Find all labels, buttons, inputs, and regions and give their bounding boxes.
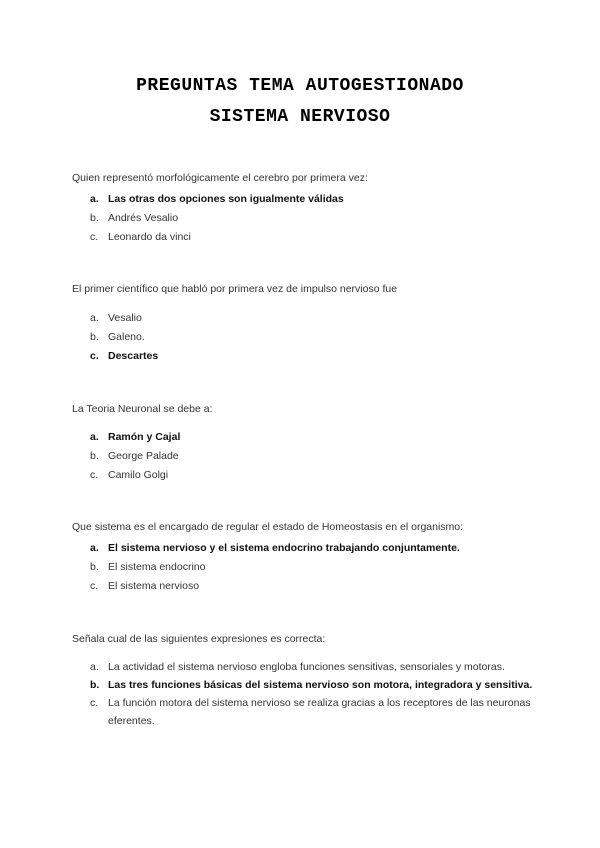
option-letter: a. (90, 431, 99, 443)
option-text: Leonardo da vinci (108, 231, 191, 243)
option-a (72, 658, 542, 676)
option-c (72, 577, 542, 596)
option-text: Andrés Vesalio (108, 212, 179, 224)
option-text: La actividad el sistema nervioso engloba funciones sensitivas, sensoriales y motoras. (108, 661, 505, 673)
option-letter: a. (90, 193, 99, 205)
option-text: Galeno. (108, 331, 145, 343)
option-letter: b. (90, 561, 99, 573)
option-list (72, 428, 542, 485)
question-2 (72, 283, 542, 366)
option-text: Las otras dos opciones son igualmente válidas (108, 193, 344, 205)
option-text: Descartes (108, 350, 159, 362)
option-a (72, 309, 542, 328)
option-b (72, 447, 542, 466)
option-a (72, 190, 542, 209)
option-letter: b. (90, 331, 99, 343)
option-text: Vesalio (108, 312, 142, 324)
option-letter: c. (90, 469, 99, 481)
option-b (72, 209, 542, 228)
option-letter: c. (90, 580, 99, 592)
option-text: La función motora del sistema nervioso se realiza gracias a los receptores de las neuronas eferentes. (108, 697, 531, 727)
option-c (72, 228, 542, 247)
page-title-line1: PREGUNTAS TEMA AUTOGESTIONADO (136, 76, 464, 96)
option-c (72, 466, 542, 485)
option-text: El sistema endocrino (108, 561, 206, 573)
option-text: El sistema nervioso (108, 580, 200, 592)
option-letter: c. (90, 697, 99, 709)
question-text: El primer científico que habló por primera vez de impulso nervioso fue (72, 283, 398, 295)
option-text: George Palade (108, 450, 179, 462)
option-c (72, 347, 542, 366)
question-1 (72, 172, 542, 247)
question-3 (72, 403, 542, 485)
question-5 (72, 633, 542, 730)
option-list (72, 190, 542, 247)
option-text: El sistema nervioso y el sistema endocrino trabajando conjuntamente. (108, 542, 460, 554)
option-letter: b. (90, 450, 99, 462)
question-text: Señala cual de las siguientes expresiones es correcta: (72, 633, 326, 645)
question-4 (72, 521, 542, 596)
option-letter: a. (90, 542, 99, 554)
option-letter: b. (90, 679, 100, 691)
option-b (72, 676, 542, 694)
option-letter: c. (90, 231, 99, 243)
option-letter: a. (90, 661, 99, 673)
option-letter: c. (90, 350, 99, 362)
option-text: Camilo Golgi (108, 469, 169, 481)
option-b (72, 558, 542, 577)
option-letter: a. (90, 312, 99, 324)
option-list (72, 658, 542, 730)
option-list (72, 309, 542, 366)
question-text: Quien representó morfológicamente el cerebro por primera vez: (72, 172, 368, 184)
option-text: Las tres funciones básicas del sistema nervioso son motora, integradora y sensitiva. (108, 679, 533, 691)
option-a (72, 539, 542, 558)
option-list (72, 539, 542, 596)
page-title-line2: SISTEMA NERVIOSO (209, 107, 391, 127)
question-text: Que sistema es el encargado de regular el estado de Homeostasis en el organismo: (72, 521, 464, 533)
option-a (72, 428, 542, 447)
option-letter: b. (90, 212, 99, 224)
option-c (72, 694, 542, 730)
option-b (72, 328, 542, 347)
option-text: Ramón y Cajal (108, 431, 181, 443)
question-text: La Teoria Neuronal se debe a: (72, 403, 213, 415)
